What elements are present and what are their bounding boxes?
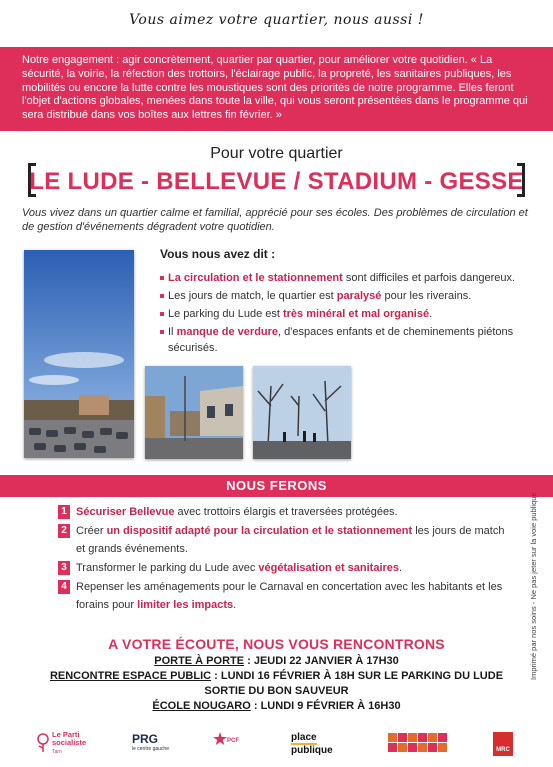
prg-logo: PRG le centre gauche (132, 732, 169, 752)
commitment-item: 1 Sécuriser Bellevue avec trottoirs élargis et traversées protégées. (58, 503, 508, 521)
meetings-title: A VOTRE ÉCOUTE, NOUS VOUS RENCONTRONS (108, 636, 445, 652)
feedback-item: Le parking du Lude est très minéral et mal organisé. (160, 306, 540, 322)
feedback-item: La circulation et le stationnement sont difficiles et parfois dangereux. (160, 270, 540, 286)
photo-avenue (253, 366, 351, 459)
place-publique-logo: place publique (291, 732, 333, 756)
number-badge: 3 (58, 561, 70, 575)
engagement-text: Notre engagement : agir concrètement, quartier par quartier, pour améliorer votre quotidien. « La sécurité, la voirie, la réfection des trottoirs, l'éclairage public, la propreté, les sanitaires publiques, les mobilités ou encore la lutte contre les moustiques sont des priorités de notre programme. Elles feront l'objet d'actions globales, menées dans toute la ville, qui vous seront présentées dans le programme qui sera distribué dans vos boîtes aux lettres fin février. » (22, 54, 528, 122)
print-notice: Imprimé par nos soins - Ne pas jeter sur la voie publique (529, 492, 538, 680)
feedback-item: Il manque de verdure, d'espaces enfants et de cheminements piétons sécurisés. (160, 324, 540, 356)
tagline: Vous aimez votre quartier, nous aussi ! (129, 12, 424, 28)
neighborhood-title-block (28, 163, 525, 199)
number-badge: 4 (58, 580, 70, 594)
commitment-item: 2 Créer un dispositif adapté pour la circulation et le stationnement les jours de match et grands événements. (58, 522, 508, 558)
hammer-sickle-icon (213, 732, 227, 746)
pcf-logo: PCF (213, 732, 243, 758)
nous-ferons-banner: NOUS FERONS (0, 475, 553, 497)
right-bracket (517, 163, 525, 197)
neighborhood-title: LE LUDE - BELLEVUE / STADIUM - GESSE (29, 168, 524, 195)
feedback-title: Vous nous avez dit : (160, 247, 276, 261)
photo-street (145, 366, 243, 459)
commitment-item: 3 Transformer le parking du Lude avec végétalisation et sanitaires. (58, 559, 508, 577)
feedback-item: Les jours de match, le quartier est paralysé pour les riverains. (160, 288, 540, 304)
number-badge: 1 (58, 505, 70, 519)
collective-logo (388, 733, 450, 753)
feedback-list (160, 270, 540, 358)
intro-text: Vous vivez dans un quartier calme et familial, apprécié pour ses écoles. Des problèmes de circulation et de gestion d'événements dégradent votre quotidien. (22, 207, 528, 233)
meeting-item: ÉCOLE NOUGARO : LUNDI 9 FÉVRIER À 16H30 (152, 700, 401, 712)
engagement-banner (0, 47, 553, 131)
rose-icon (36, 733, 50, 753)
meeting-item: SORTIE DU BON SAUVEUR (204, 685, 349, 697)
commitments-list (58, 503, 508, 615)
number-badge: 2 (58, 524, 70, 538)
commitment-item: 4 Repenser les aménagements pour le Carnaval en concertation avec les habitants et les forains pour limiter les impacts. (58, 578, 508, 614)
photo-parking (24, 250, 134, 458)
section-subtitle: Pour votre quartier (210, 145, 343, 162)
meeting-item: RENCONTRE ESPACE PUBLIC : LUNDI 16 FÉVRIER À 18H SUR LE PARKING DU LUDE (49, 670, 504, 682)
ps-logo: Le Parti socialiste Tarn (36, 731, 96, 761)
meetings-list (0, 654, 553, 714)
mrc-logo: MRC (493, 732, 513, 756)
meeting-item: PORTE À PORTE : JEUDI 22 JANVIER À 17H30 (154, 655, 399, 667)
